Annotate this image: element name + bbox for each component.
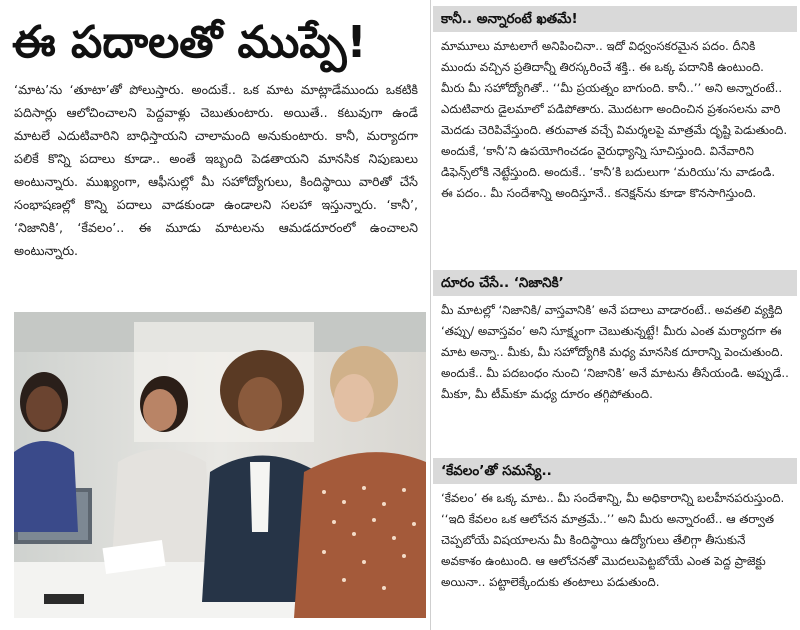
- right-column: [433, 0, 797, 630]
- intro-paragraph: ‘మాట’ను ‘తూటా’తో పోలుస్తారు. అందుకే.. ఒక మాట మాట్లాడేముందు ఒకటికి పదిసార్లు ఆలోచించాలని పెద్దవాళ్లు చెబుతుంటారు. అయితే.. కటువుగా ఉండే మాటలే ఎదుటివారిని బాధిస్తాయని చాలామంది అనుకుంటారు. కానీ, మర్యాదగా పలికే కొన్ని పదాలు కూడా.. అంతే ఇబ్బంది పెడతాయని మానసిక నిపుణులు అంటున్నారు. ముఖ్యంగా, ఆఫీసుల్లో మీ సహోద్యోగులు, కిందిస్థాయి వారితో చేసే సంభాషణల్లో కొన్ని పదాలు వాడకుండా ఉండాలని సలహా ఇస్తున్నారు. ‘కానీ’, ‘నిజానికి’, ‘కేవలం’.. ఈ మూడు మాటలను ఆమడదూరంలో ఉంచాలని అంటున్నారు.: [14, 82, 418, 258]
- section-heading: ‘కేవలం’తో సమస్యే..: [433, 458, 797, 484]
- section-actually: [433, 270, 797, 405]
- headline: ఈ పదాలతో ముప్పే!: [12, 17, 367, 68]
- section-text: మామూలు మాటలాగే అనిపించినా.. ఇదో విధ్వంసకరమైన పదం. దీనికి ముందు వచ్చిన ప్రతిదాన్నీ తిరస్కరించే శక్తి.. ఈ ఒక్క పదానికి ఉంటుంది. మీరు మీ సహోద్యోగితో.. ‘‘మీ ప్రయత్నం బాగుంది. కానీ..’’ అని అన్నారంటే.. ఎదుటివారు డైలమాలో పడిపోతారు. మొదటగా అందించిన ప్రశంసలను వారి మెదడు చెరిపివేస్తుంది. తరువాత వచ్చే విమర్శలపై మాత్రమే దృష్టి పెడుతుంది. అందుకే, ‘కానీ’ని ఉపయోగించడం వైరుధ్యాన్ని సూచిస్తుంది. వినేవారిని డిఫెన్స్‌లోకి నెట్టేస్తుంది. అందుకే.. ‘కానీ’కి బదులుగా ‘మరియు’ను వాడండి. ఈ పదం.. మీ సందేశాన్ని అందిస్తూనే.. కనెక్షన్‌ను కూడా కొనసాగిస్తుంది.: [441, 39, 788, 200]
- section-heading: కానీ.. అన్నారంటే ఖతమే!: [433, 6, 797, 32]
- section-body: [433, 296, 797, 405]
- section-text: మీ మాటల్లో ‘నిజానికి/ వాస్తవానికి’ అనే పదాలు వాడారంటే.. అవతలి వ్యక్తిది ‘తప్పు/ అవాస్తవం’ అని సూక్ష్మంగా చెబుతున్నట్టే! మీరు ఎంత మర్యాదగా ఈ మాట అన్నా.. మీకు, మీ సహోద్యోగికి మధ్య మానసిక దూరాన్ని పెంచుతుంది. అందుకే.. మీ పదబంధం నుంచి ‘నిజానికి’ అనే మాటను తీసేయండి. అప్పుడే.. మీకూ, మీ టీమ్‌కూ మధ్య దూరం తగ్గిపోతుంది.: [441, 303, 789, 401]
- column-divider: [430, 0, 431, 630]
- section-text: ‘కేవలం’ ఈ ఒక్క మాట.. మీ సందేశాన్ని, మీ అధికారాన్ని బలహీనపరుస్తుంది. ‘‘ఇది కేవలం ఒక ఆలోచన మాత్రమే..’’ అని మీరు అన్నారంటే.. ఆ తర్వాత చెప్పబోయే విషయాలను మీ కిందిస్థాయి ఉద్యోగులు తేలిగ్గా తీసుకునే అవకాశం ఉంటుంది. ఆ ఆలోచనతో మొదలుపెట్టబోయే ఎంత పెద్ద ప్రాజెక్టు అయినా.. పట్టాలెక్కేందుకు తంటాలు పడుతుంది.: [441, 491, 785, 589]
- section-body: [433, 484, 797, 593]
- office-meeting-photo: [14, 312, 426, 618]
- section-body: [433, 32, 797, 204]
- section-heading: దూరం చేసే.. ‘నిజానికి’: [433, 270, 797, 296]
- section-just: [433, 458, 797, 593]
- section-but: [433, 6, 797, 204]
